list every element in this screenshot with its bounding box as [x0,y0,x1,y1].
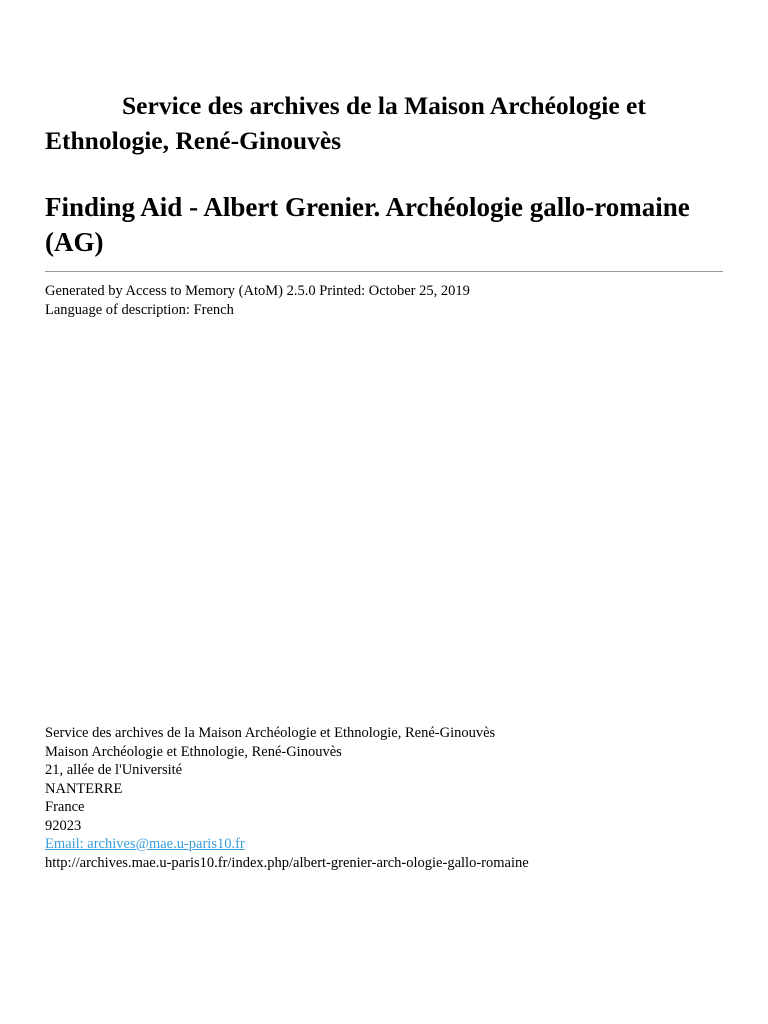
contact-block [45,724,529,872]
contact-city: NANTERRE [45,780,123,797]
generated-by-text: Generated by Access to Memory (AtoM) 2.5.0 Printed: October 25, 2019 [45,283,470,299]
contact-street: 21, allée de l'Université [45,762,183,778]
contact-country: France [45,799,85,815]
repository-title: Service des archives de la Maison Archéologie et Ethnologie, René-Ginouvès [45,91,646,155]
contact-url: http://archives.mae.u-paris10.fr/index.php/albert-grenier-arch-ologie-gallo-romaine [45,854,529,871]
language-text: Language of description: French [45,301,234,318]
contact-postal-code: 92023 [45,817,82,834]
email-link[interactable]: Email: archives@mae.u-paris10.fr [45,836,245,852]
finding-aid-title: Finding Aid - Albert Grenier. Archéologie gallo-romaine (AG) [45,192,690,257]
document-meta [45,282,470,319]
contact-building: Maison Archéologie et Ethnologie, René-Ginouvès [45,743,342,760]
contact-institution: Service des archives de la Maison Archéologie et Ethnologie, René-Ginouvès [45,725,496,741]
horizontal-rule [45,271,723,272]
